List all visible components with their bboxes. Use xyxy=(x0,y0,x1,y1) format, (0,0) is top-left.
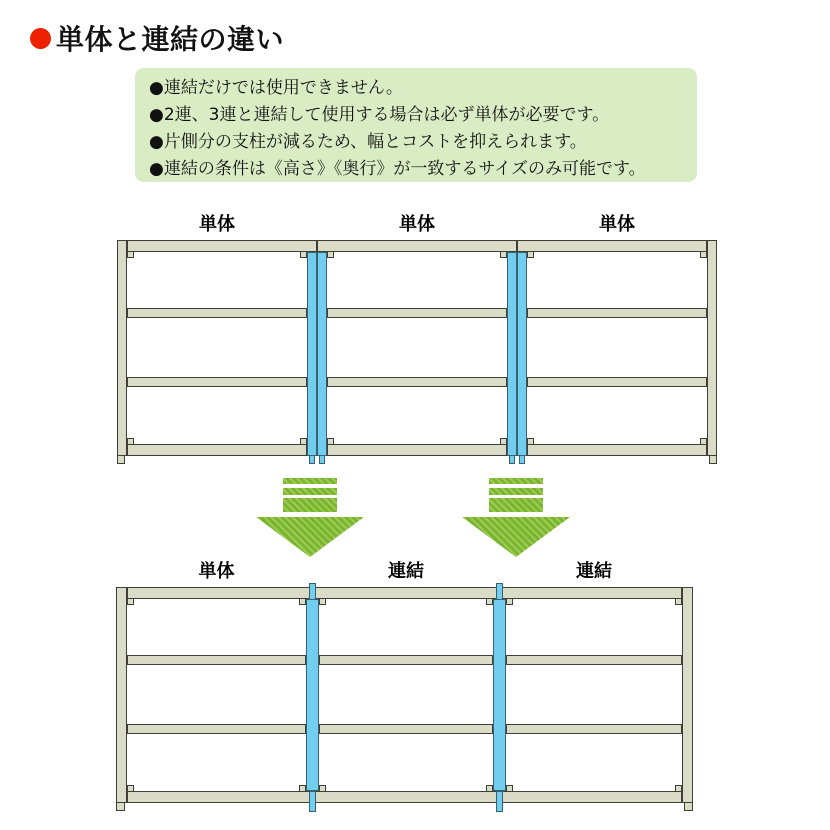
arrow-bar xyxy=(489,498,543,512)
beam-notch xyxy=(527,251,534,258)
top-beam xyxy=(517,240,707,252)
beam-notch xyxy=(127,438,134,445)
unit-caption: 単体 xyxy=(599,214,635,235)
top-beam xyxy=(317,240,517,252)
link-post-foot xyxy=(496,791,503,812)
bottom-beam xyxy=(312,791,499,803)
link-post-top-tab xyxy=(496,583,503,600)
frame-post xyxy=(116,587,127,803)
info-line: ●2連、3連と連結して使用する場合は必ず単体が必要です。 xyxy=(149,105,610,125)
arrow-bar xyxy=(489,478,543,484)
bottom-beam xyxy=(327,444,507,456)
link-post-top-tab xyxy=(309,583,316,600)
info-box xyxy=(135,68,697,182)
unit-caption: 単体 xyxy=(198,561,235,582)
link-post-foot xyxy=(509,455,515,464)
beam-notch xyxy=(319,598,326,605)
arrow-bar xyxy=(283,498,337,512)
beam-notch xyxy=(299,785,306,792)
beam-notch xyxy=(675,598,682,605)
bottom-beam xyxy=(127,444,307,456)
bottom-beam xyxy=(527,444,707,456)
shelf-board xyxy=(127,655,306,665)
info-line: ●連結だけでは使用できません。 xyxy=(149,78,403,98)
beam-notch xyxy=(327,251,334,258)
frame-post-foot xyxy=(684,802,693,811)
shelf-board xyxy=(327,377,507,387)
beam-notch xyxy=(700,251,707,258)
top-beam xyxy=(499,587,682,599)
arrow-bar xyxy=(489,488,543,495)
beam-notch xyxy=(127,785,134,792)
unit-caption: 連結 xyxy=(576,561,612,582)
unit-caption: 単体 xyxy=(399,214,435,235)
beam-notch xyxy=(500,438,507,445)
link-post xyxy=(306,599,319,791)
shelf-board xyxy=(527,377,707,387)
shelf-diagram-top xyxy=(117,214,717,465)
beam-notch xyxy=(327,438,334,445)
transition-arrow xyxy=(462,478,570,557)
bottom-beam xyxy=(499,791,682,803)
link-post xyxy=(493,599,506,791)
top-beam xyxy=(127,240,317,252)
link-post xyxy=(517,252,527,456)
shelf-board xyxy=(319,724,493,734)
frame-post-foot xyxy=(709,455,717,464)
frame-post xyxy=(707,240,717,456)
unit-caption: 連結 xyxy=(388,561,424,582)
arrow-bar xyxy=(283,488,337,495)
arrow-bar xyxy=(283,478,337,484)
info-line: ●片側分の支柱が減るため、幅とコストを抑えられます。 xyxy=(149,132,587,152)
page-title-text: 単体と連結の違い xyxy=(56,23,285,56)
beam-notch xyxy=(506,598,513,605)
beam-notch xyxy=(675,785,682,792)
beam-notch xyxy=(500,251,507,258)
link-post xyxy=(507,252,517,456)
beam-notch xyxy=(127,251,134,258)
frame-post xyxy=(117,240,127,456)
shelf-board xyxy=(327,308,507,318)
beam-notch xyxy=(700,438,707,445)
link-post-foot xyxy=(319,455,325,464)
frame-post-foot xyxy=(117,455,125,464)
top-beam xyxy=(312,587,499,599)
shelf-board xyxy=(127,308,307,318)
bottom-beam xyxy=(127,791,312,803)
shelf-diagram-bottom xyxy=(116,561,693,812)
shelf-board xyxy=(127,377,307,387)
link-post xyxy=(307,252,317,456)
unit-caption: 単体 xyxy=(199,214,235,235)
link-post-foot xyxy=(309,455,315,464)
shelf-board xyxy=(506,724,682,734)
frame-post-foot xyxy=(116,802,125,811)
beam-notch xyxy=(299,598,306,605)
beam-notch xyxy=(300,438,307,445)
beam-notch xyxy=(506,785,513,792)
arrow-head-icon xyxy=(256,517,364,557)
info-line: ●連結の条件は《高さ》《奥行》が一致するサイズのみ可能です。 xyxy=(149,159,646,179)
red-bullet-icon xyxy=(30,28,51,49)
shelf-board xyxy=(527,308,707,318)
arrow-head-icon xyxy=(462,517,570,557)
beam-notch xyxy=(486,785,493,792)
beam-notch xyxy=(319,785,326,792)
beam-notch xyxy=(127,598,134,605)
shelf-board xyxy=(127,724,306,734)
transition-arrow xyxy=(256,478,364,557)
shelf-board xyxy=(319,655,493,665)
top-beam xyxy=(127,587,312,599)
link-post-foot xyxy=(519,455,525,464)
page-title xyxy=(30,18,284,58)
beam-notch xyxy=(300,251,307,258)
beam-notch xyxy=(527,438,534,445)
beam-notch xyxy=(486,598,493,605)
link-post xyxy=(317,252,327,456)
link-post-foot xyxy=(309,791,316,812)
shelf-board xyxy=(506,655,682,665)
frame-post xyxy=(682,587,693,803)
